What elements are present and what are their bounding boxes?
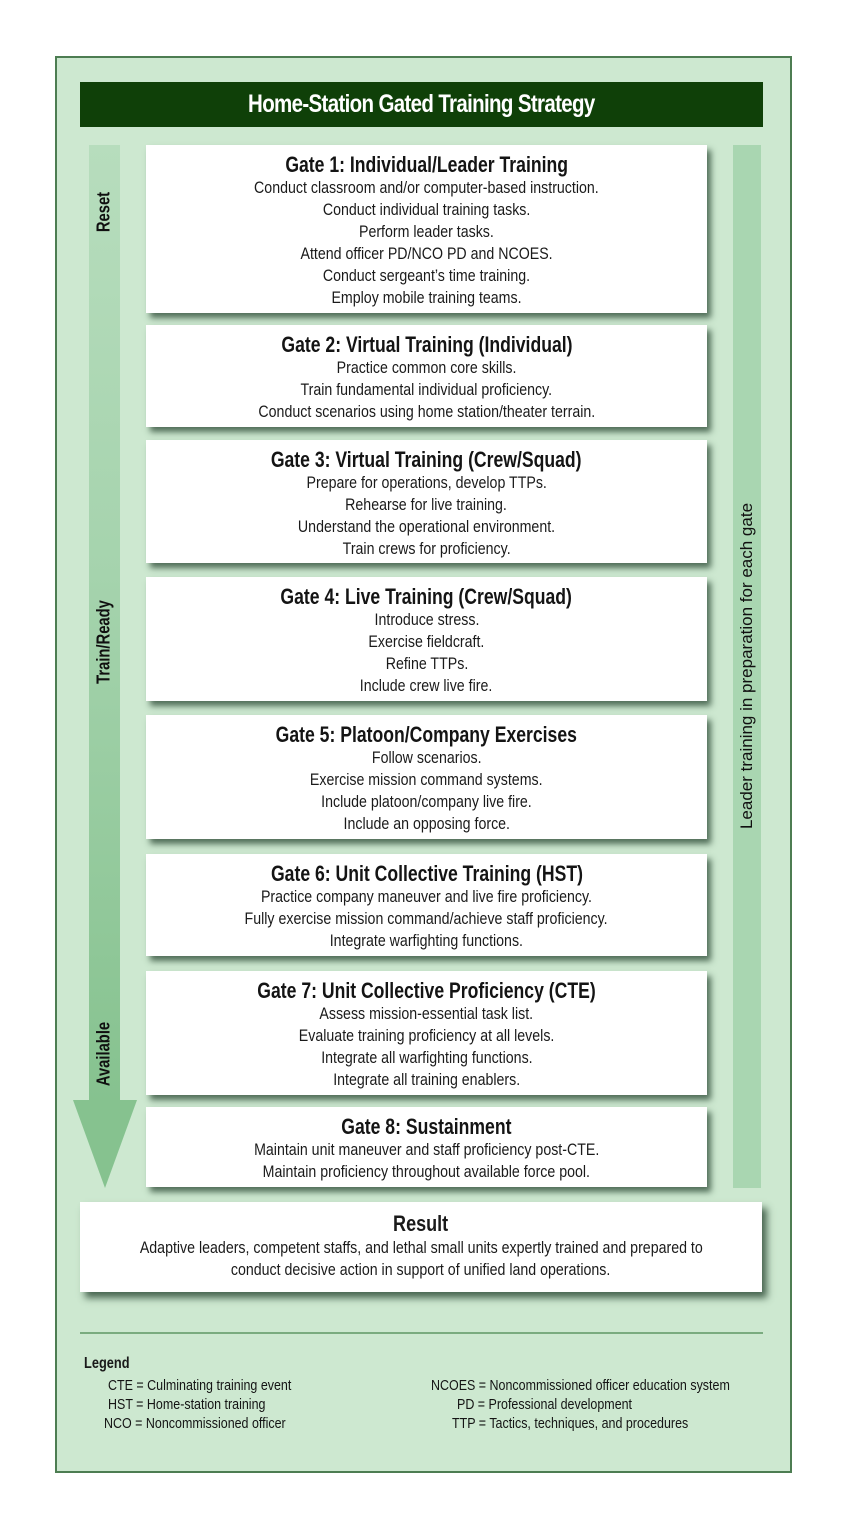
gate-item: Employ mobile training teams.: [331, 289, 522, 307]
gate-item: Refine TTPs.: [385, 655, 468, 673]
gate-item: Assess mission-essential task list.: [319, 1005, 534, 1023]
legend-item-hst: HST = Home-station training: [108, 1397, 266, 1413]
gate-title: Gate 2: Virtual Training (Individual): [280, 332, 573, 357]
phase-label-train-ready: Train/Ready: [93, 600, 114, 684]
arrow-down-icon: [73, 1100, 137, 1188]
gate-item: Train fundamental individual proficiency.: [300, 381, 553, 399]
gate-item: Include platoon/company live fire.: [321, 793, 532, 811]
gate-item: Conduct sergeant’s time training.: [322, 267, 531, 285]
legend-item-ttp: TTP = Tactics, techniques, and procedures: [452, 1416, 689, 1432]
gate-item: Integrate all warfighting functions.: [320, 1049, 533, 1067]
gate-item: Introduce stress.: [374, 611, 479, 629]
gate-title: Gate 5: Platoon/Company Exercises: [275, 722, 578, 747]
gate-item: Practice company maneuver and live fire proficiency.: [261, 888, 592, 906]
gate-item: Conduct individual training tasks.: [322, 201, 531, 219]
gate-item: Maintain unit maneuver and staff proficiency post-CTE.: [253, 1141, 600, 1159]
leader-training-label: Leader training in preparation for each gate: [737, 502, 756, 830]
gate-card-1: [146, 145, 707, 313]
gate-item: Understand the operational environment.: [297, 518, 556, 536]
result-line: Adaptive leaders, competent staffs, and lethal small units expertly trained and prepared to: [139, 1239, 703, 1257]
gate-card-4: [146, 577, 707, 701]
gate-card-3: [146, 440, 707, 563]
legend-title: Legend: [84, 1355, 130, 1372]
result-line: conduct decisive action in support of unified land operations.: [231, 1261, 611, 1279]
legend-item-cte: CTE = Culminating training event: [108, 1378, 292, 1394]
gate-item: Prepare for operations, develop TTPs.: [306, 474, 547, 492]
gate-item: Perform leader tasks.: [359, 223, 494, 241]
gate-item: Attend officer PD/NCO PD and NCOES.: [300, 245, 553, 263]
gate-item: Rehearse for live training.: [345, 496, 508, 514]
gate-item: Evaluate training proficiency at all levels.: [298, 1027, 555, 1045]
gate-title: Gate 1: Individual/Leader Training: [285, 152, 568, 177]
gate-title: Gate 3: Virtual Training (Crew/Squad): [271, 447, 582, 472]
gate-item: Fully exercise mission command/achieve staff proficiency.: [244, 910, 609, 928]
gate-title: Gate 8: Sustainment: [341, 1114, 512, 1139]
gate-item: Exercise mission command systems.: [310, 771, 543, 789]
phase-label-available: Available: [93, 1021, 114, 1087]
gate-title: Gate 6: Unit Collective Training (HST): [270, 861, 583, 886]
gate-item: Follow scenarios.: [371, 749, 482, 767]
gate-card-6: [146, 854, 707, 956]
legend-divider: [80, 1332, 763, 1334]
result-title: Result: [393, 1211, 449, 1236]
gate-item: Conduct classroom and/or computer-based instruction.: [254, 179, 599, 197]
legend-item-nco: NCO = Noncommissioned officer: [104, 1416, 286, 1432]
gate-item: Conduct scenarios using home station/theater terrain.: [258, 403, 595, 421]
gate-item: Train crews for proficiency.: [342, 540, 511, 558]
gate-item: Integrate all training enablers.: [333, 1071, 520, 1089]
gate-card-2: [146, 325, 707, 427]
phase-label-reset: Reset: [93, 191, 114, 233]
gate-item: Maintain proficiency throughout available force pool.: [262, 1163, 591, 1181]
gate-item: Practice common core skills.: [336, 359, 517, 377]
gate-item: Include crew live fire.: [360, 677, 493, 695]
gate-card-5: [146, 715, 707, 839]
result-card: [80, 1202, 762, 1292]
legend-item-pd: PD = Professional development: [457, 1397, 633, 1413]
gate-title: Gate 4: Live Training (Crew/Squad): [280, 584, 573, 609]
gate-title: Gate 7: Unit Collective Proficiency (CTE): [257, 978, 596, 1003]
legend-item-ncoes: NCOES = Noncommissioned officer education system: [431, 1378, 730, 1394]
gate-item: Exercise fieldcraft.: [368, 633, 485, 651]
gate-item: Include an opposing force.: [343, 815, 510, 833]
diagram-title-bar: [80, 82, 763, 127]
gate-item: Integrate warfighting functions.: [329, 932, 524, 950]
gate-card-8: [146, 1107, 707, 1187]
diagram-title: Home-Station Gated Training Strategy: [248, 90, 595, 118]
gate-card-7: [146, 971, 707, 1095]
